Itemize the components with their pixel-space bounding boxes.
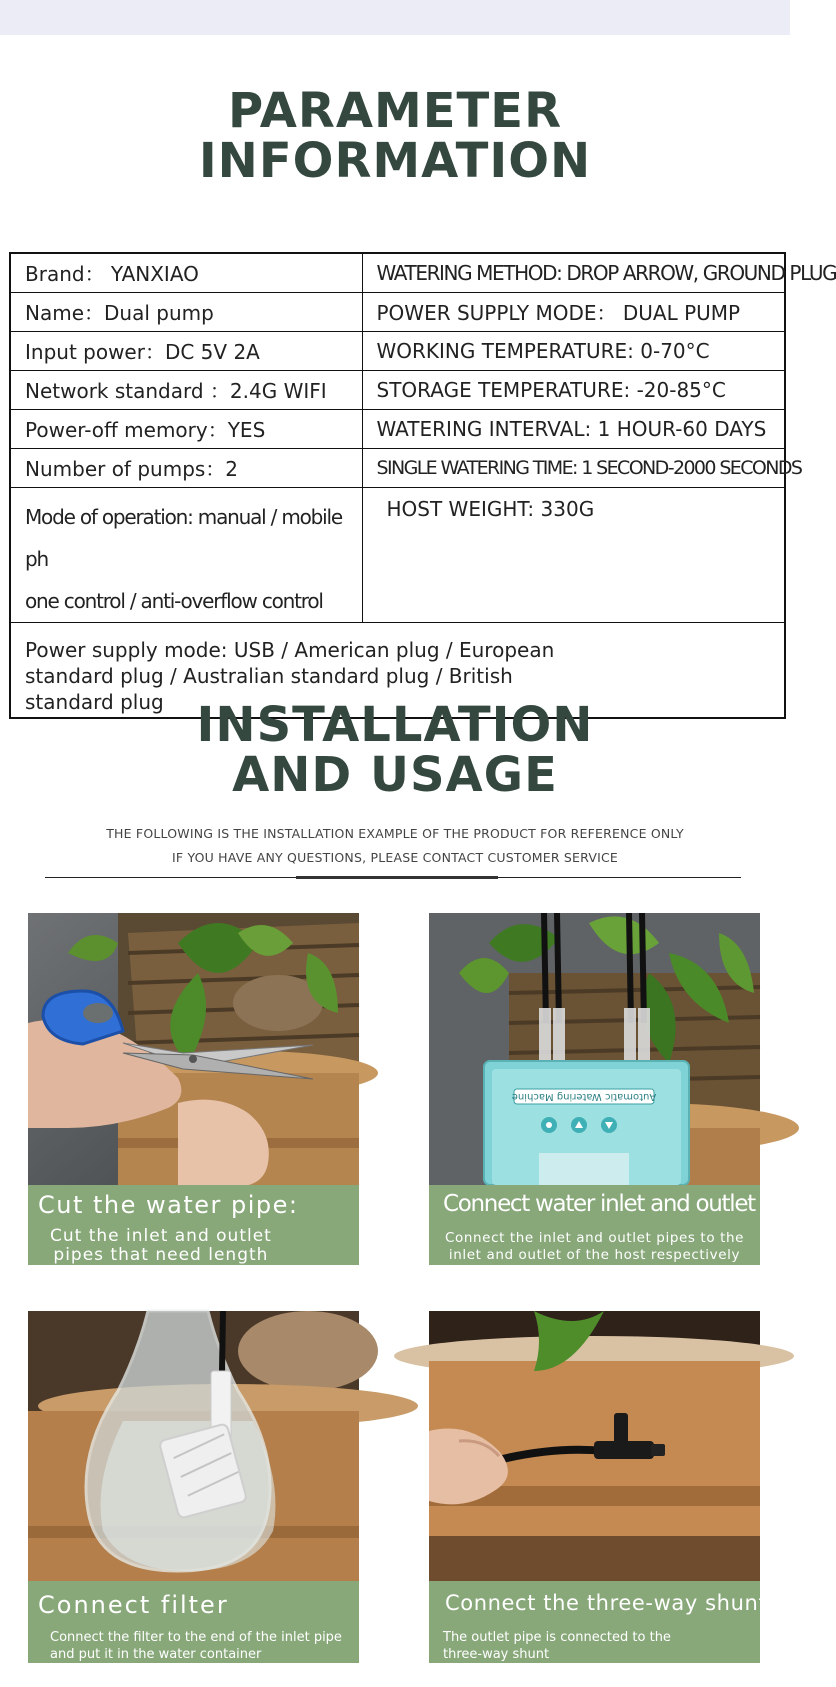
param-mode-of-operation bbox=[10, 487, 362, 622]
step-description-line2: inlet and outlet of the host respectively bbox=[448, 1247, 741, 1263]
step-description-line2: and put it in the water container bbox=[50, 1647, 262, 1662]
step-description bbox=[443, 1629, 671, 1663]
step-description-line1: The outlet pipe is connected to the bbox=[443, 1630, 671, 1645]
device-label: Automatic Watering Machine bbox=[511, 1091, 657, 1102]
table-row bbox=[10, 409, 785, 448]
photo-cutting-pipe bbox=[28, 913, 359, 1185]
table-row bbox=[10, 448, 785, 487]
param-host-weight-text: HOST WEIGHT: 330G bbox=[386, 496, 595, 521]
step-caption bbox=[429, 1185, 760, 1265]
param-watering-method: WATERING METHOD: DROP ARROW, GROUND PLUG bbox=[362, 253, 785, 292]
table-row bbox=[10, 253, 785, 292]
param-watering-interval: WATERING INTERVAL: 1 HOUR-60 DAYS bbox=[362, 409, 785, 448]
step-card-cut-pipe bbox=[28, 913, 359, 1265]
param-name: Name：Dual pump bbox=[10, 292, 362, 331]
top-band bbox=[0, 0, 790, 35]
photo-filter-in-bottle bbox=[28, 1311, 359, 1581]
photo-three-way-shunt bbox=[429, 1311, 760, 1581]
step-card-three-way-shunt bbox=[429, 1311, 768, 1663]
parameter-heading-line1: PARAMETER bbox=[227, 83, 563, 139]
step-title: Connect the three-way shunt bbox=[445, 1591, 768, 1615]
step-description bbox=[50, 1629, 342, 1663]
installation-heading-line2: AND USAGE bbox=[232, 747, 558, 803]
param-power-supply-plugs-text: Power supply mode: USB / American plug / European standard plug / Australian standard plug / British standard plug bbox=[25, 637, 555, 714]
step-card-connect-inlet-outlet bbox=[429, 913, 760, 1265]
step-caption bbox=[28, 1581, 359, 1663]
step-title: Connect filter bbox=[38, 1591, 229, 1619]
parameter-heading bbox=[0, 83, 790, 189]
step-title: Cut the water pipe: bbox=[38, 1191, 299, 1219]
installation-heading bbox=[0, 697, 790, 803]
parameter-heading-line2: INFORMATION bbox=[198, 133, 592, 189]
step-description-line1: Connect the filter to the end of the inlet pipe bbox=[50, 1630, 342, 1645]
param-storage-temperature: STORAGE TEMPERATURE: -20-85°C bbox=[362, 370, 785, 409]
divider-accent bbox=[296, 876, 498, 879]
parameters-table bbox=[9, 252, 836, 719]
photo-connecting-pipes bbox=[429, 913, 760, 1185]
param-single-watering-time: SINGLE WATERING TIME: 1 SECOND-2000 SECONDS bbox=[362, 448, 785, 487]
table-row bbox=[10, 370, 785, 409]
table-row bbox=[10, 292, 785, 331]
param-number-of-pumps: Number of pumps：2 bbox=[10, 448, 362, 487]
param-mode-line2: one control / anti-overflow control bbox=[25, 588, 323, 613]
param-network-standard: Network standard ：2.4G WIFI bbox=[10, 370, 362, 409]
installation-subtitle-line2: IF YOU HAVE ANY QUESTIONS, PLEASE CONTACT CUSTOMER SERVICE bbox=[172, 850, 618, 865]
step-description bbox=[429, 1230, 760, 1264]
param-host-weight bbox=[362, 487, 785, 622]
step-title: Connect water inlet and outlet bbox=[443, 1191, 755, 1217]
step-caption bbox=[429, 1581, 768, 1663]
param-power-off-memory: Power-off memory：YES bbox=[10, 409, 362, 448]
step-description bbox=[50, 1227, 272, 1265]
param-mode-line1: Mode of operation: manual / mobile ph bbox=[25, 504, 342, 571]
step-caption bbox=[28, 1185, 359, 1265]
installation-heading-line1: INSTALLATION bbox=[196, 697, 594, 753]
param-input-power: Input power：DC 5V 2A bbox=[10, 331, 362, 370]
step-description-line2: pipes that need length bbox=[53, 1245, 269, 1265]
step-card-connect-filter bbox=[28, 1311, 359, 1663]
table-row bbox=[10, 331, 785, 370]
param-working-temperature: WORKING TEMPERATURE: 0-70°C bbox=[362, 331, 785, 370]
param-brand: Brand： YANXIAO bbox=[10, 253, 362, 292]
step-description-line1: Cut the inlet and outlet bbox=[50, 1226, 272, 1246]
step-description-line1: Connect the inlet and outlet pipes to the bbox=[444, 1230, 745, 1246]
param-power-supply-mode: POWER SUPPLY MODE： DUAL PUMP bbox=[362, 292, 785, 331]
table-row bbox=[10, 487, 785, 622]
installation-subtitle-line1: THE FOLLOWING IS THE INSTALLATION EXAMPLE OF THE PRODUCT FOR REFERENCE ONLY bbox=[106, 826, 684, 841]
step-description-line2: three-way shunt bbox=[443, 1647, 550, 1662]
